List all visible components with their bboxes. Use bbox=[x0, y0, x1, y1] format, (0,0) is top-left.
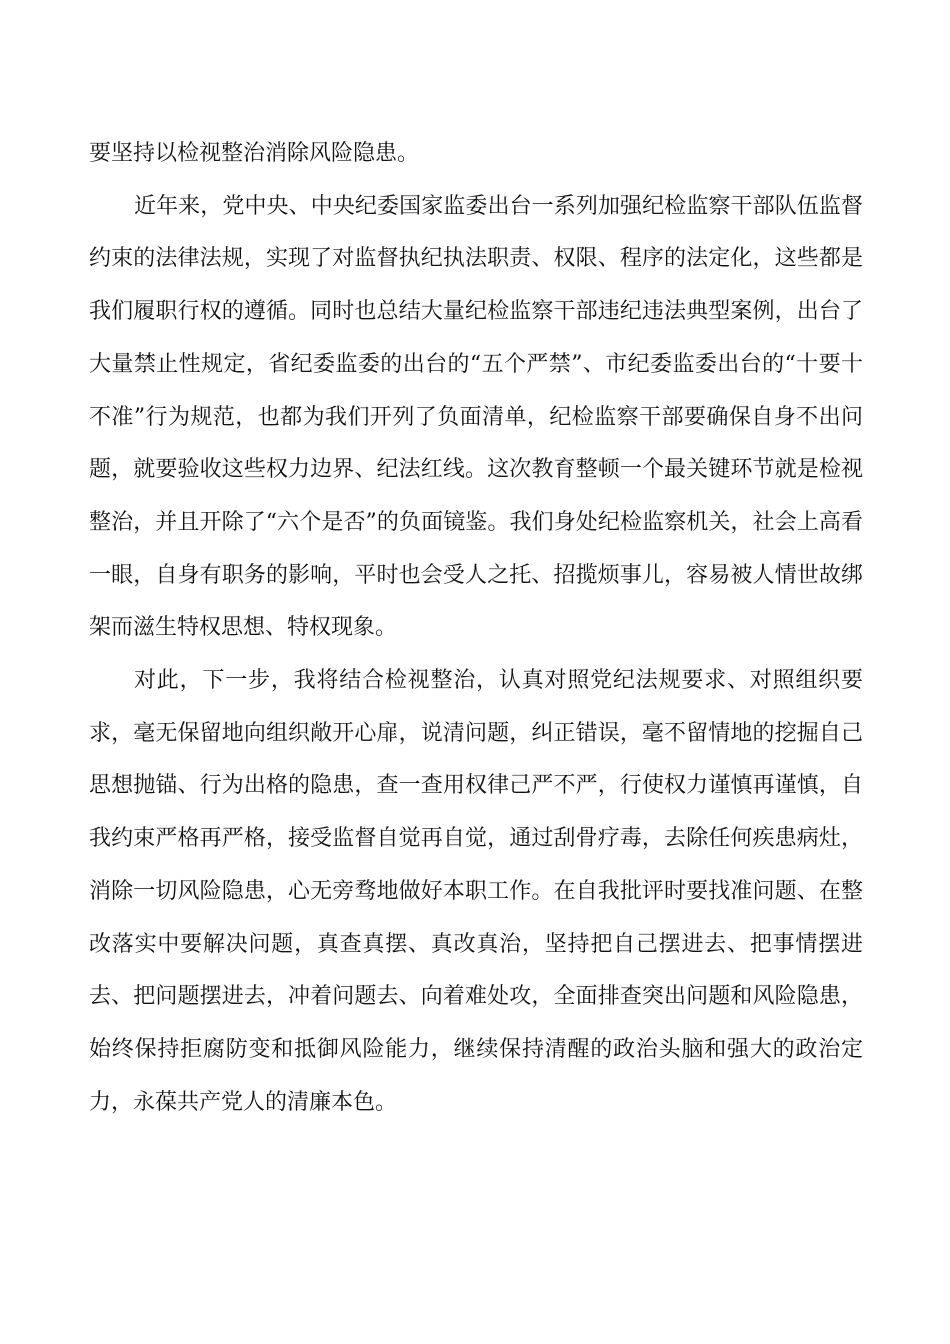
paragraph-next-steps: 对此，下一步，我将结合检视整治，认真对照党纪法规要求、对照组织要求，毫无保留地向组织敞开心扉，说清问题，纠正错误，毫不留情地的挖掘自己思想抛锚、行为出格的隐患，查一查用权律己严不严，行使权力谨慎再谨慎，自我约束严格再严格，接受监督自觉再自觉，通过刮骨疗毒，去除任何疾患病灶，消除一切风险隐患，心无旁骛地做好本职工作。在自我批评时要找准问题、在整改落实中要解决问题，真查真摆、真改真治，坚持把自己摆进去、把事情摆进去、把问题摆进去，冲着问题去、向着难处攻，全面排查突出问题和风险隐患，始终保持拒腐防变和抵御风险能力，继续保持清醒的政治头脑和强大的政治定力，永葆共产党人的清廉本色。 bbox=[89, 668, 863, 1115]
paragraph-regulations: 近年来，党中央、中央纪委国家监委出台一系列加强纪检监察干部队伍监督约束的法律法规，实现了对监督执纪执法职责、权限、程序的法定化，这些都是我们履职行权的遵循。同时也总结大量纪检监察干部违纪违法典型案例，出台了大量禁止性规定，省纪委监委的出台的“五个严禁”、市纪委监委出台的“十要十不准”行为规范，也都为我们开列了负面清单，纪检监察干部要确保自身不出问题，就要验收这些权力边界、纪法红线。这次教育整顿一个最关键环节就是检视整治，并且开除了“六个是否”的负面镜鉴。我们身处纪检监察机关，社会上高看一眼，自身有职务的影响，平时也会受人之托、招揽烦事儿，容易被人情世故绑架而滋生特权思想、特权现象。 bbox=[89, 193, 863, 641]
paragraph-continuation: 要坚持以检视整治消除风险隐患。 bbox=[89, 141, 420, 166]
document-body bbox=[89, 128, 863, 1129]
